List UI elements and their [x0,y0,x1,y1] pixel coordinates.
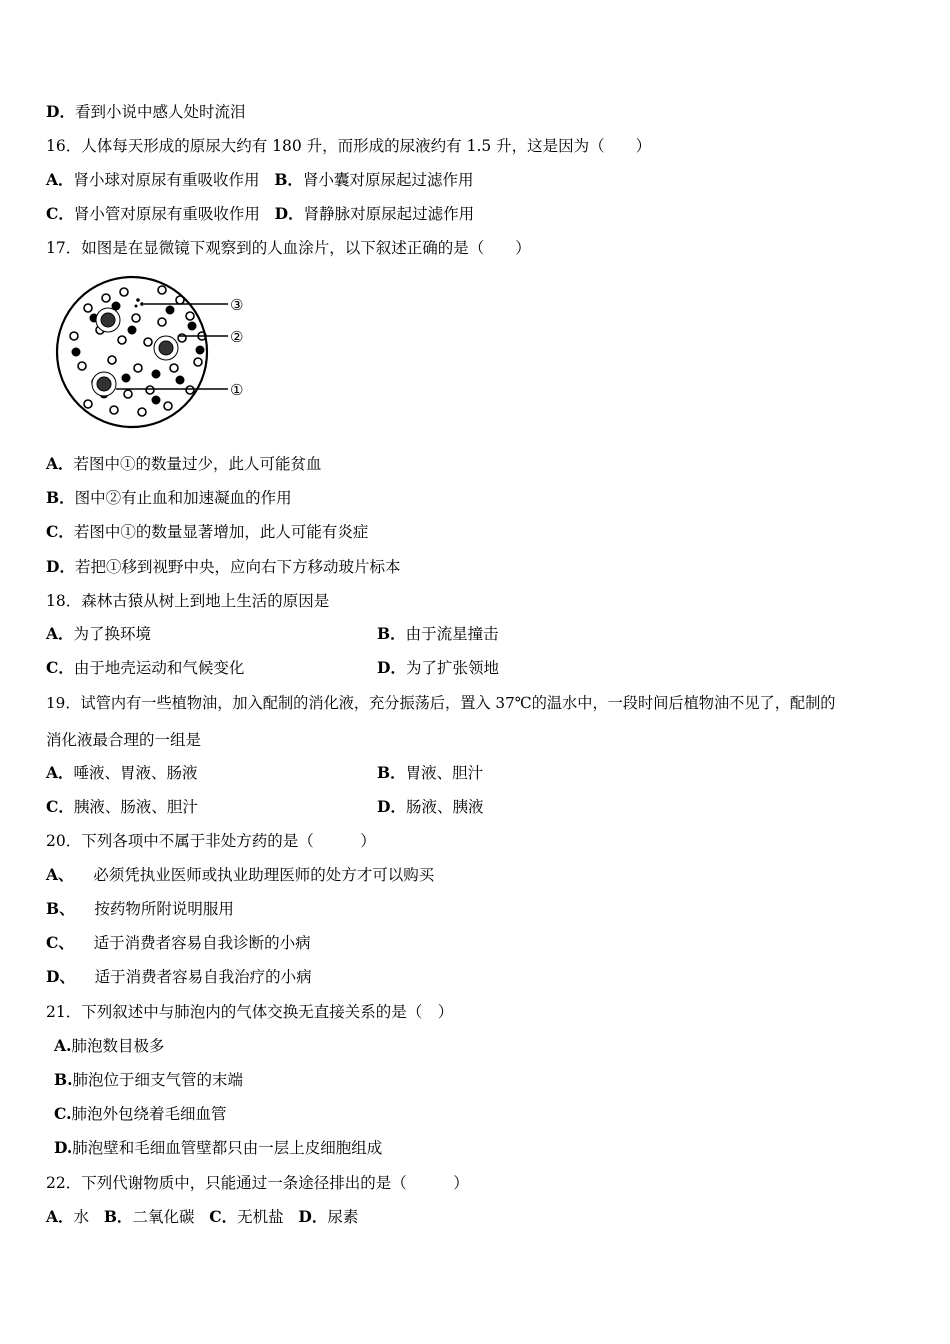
option-letter: D． [377,658,406,677]
option-text: 若图中①的数量显著增加，此人可能有炎症 [73,523,369,541]
option-text: 肠液、胰液 [405,798,484,816]
option-text: 唾液、胃液、肠液 [73,764,198,782]
option-text: 肾静脉对原尿起过滤作用 [303,205,475,223]
option-text: 必须凭执业医师或执业助理医师的处方才可以购买 [93,866,435,884]
q19-stem-line1: 19．试管内有一些植物油，加入配制的消化液，充分振荡后，置入 37℃的温水中，一段时间后植物油不见了，配制的 [46,694,836,712]
option-letter: C． [46,522,74,541]
option-text: 水 [73,1208,90,1226]
option-letter: B． [377,763,406,782]
option-letter: D、 [46,967,75,986]
q21-option-b [54,1070,243,1090]
option-text: 适于消费者容易自我诊断的小病 [93,934,311,952]
option-text: 肺泡壁和毛细血管壁都只由一层上皮细胞组成 [72,1139,383,1157]
blood-smear-figure [52,270,262,435]
option-text: 看到小说中感人处时流泪 [74,103,246,121]
q16-stem: 16．人体每天形成的原尿大约有 180 升，而形成的尿液约有 1.5 升，这是因为（ ） [46,137,652,155]
option-text: 由于地壳运动和气候变化 [73,659,245,677]
option-text: 按药物所附说明服用 [94,900,234,918]
option-text: 为了换环境 [73,625,152,643]
option-letter: A． [46,454,74,473]
q19-options-ab [46,763,646,783]
option-letter: B． [274,170,303,189]
option-text: 肺泡数目极多 [71,1037,165,1055]
option-letter: D. [54,1138,73,1157]
q17-option-d [46,557,400,577]
option-text: 肾小囊对原尿起过滤作用 [302,171,474,189]
option-letter: B． [377,624,406,643]
q19-options-cd [46,797,646,817]
option-text: 无机盐 [237,1208,284,1226]
option-letter: D． [377,797,406,816]
option-letter: A． [46,763,74,782]
q18-options-ab [46,624,646,644]
option-letter: C． [46,658,74,677]
q15-option-d [46,102,245,122]
option-text: 为了扩张领地 [405,659,499,677]
option-text: 肾小管对原尿有重吸收作用 [73,205,260,223]
q20-option-c [46,933,311,953]
option-letter: C、 [46,933,74,952]
option-text: 由于流星撞击 [405,625,499,643]
q18-options-cd [46,658,646,678]
option-text: 若图中①的数量过少，此人可能贫血 [73,455,322,473]
option-letter: A. [54,1036,72,1055]
option-letter: A、 [46,865,74,884]
option-letter: C． [46,204,74,223]
q21-stem: 21．下列叙述中与肺泡内的气体交换无直接关系的是（ ） [46,1003,454,1021]
option-letter: B． [46,488,75,507]
option-letter: D． [46,102,75,121]
figure-label-1: ① [230,381,244,399]
option-text: 尿素 [327,1208,359,1226]
option-letter: C． [46,797,74,816]
q21-option-c [54,1104,226,1124]
option-letter: A． [46,624,74,643]
option-text: 胃液、胆汁 [405,764,484,782]
figure-label-3: ③ [230,296,244,314]
q16-options-ab [46,170,473,190]
option-text: 胰液、肠液、胆汁 [73,798,198,816]
option-text: 图中②有止血和加速凝血的作用 [74,489,292,507]
option-letter: D． [274,204,304,223]
q22-stem: 22．下列代谢物质中，只能通过一条途径排出的是（ ） [46,1174,469,1192]
blood-smear-illustration [52,270,262,435]
option-letter: B. [54,1070,73,1089]
option-letter: D． [46,557,75,576]
q20-stem: 20．下列各项中不属于非处方药的是（ ） [46,832,376,850]
option-text: 适于消费者容易自我治疗的小病 [94,968,312,986]
option-letter: A． [46,170,74,189]
q20-option-b [46,899,234,919]
option-letter: A． [46,1207,74,1226]
q17-option-b [46,488,292,508]
q22-options [46,1207,358,1227]
figure-label-2: ② [230,328,244,346]
option-text: 肺泡外包绕着毛细血管 [71,1105,227,1123]
q20-option-d [46,967,312,987]
q19-stem-line2: 消化液最合理的一组是 [46,731,202,749]
q17-option-c [46,522,368,542]
option-letter: C. [54,1104,72,1123]
option-text: 肾小球对原尿有重吸收作用 [73,171,260,189]
option-letter: B． [103,1207,133,1226]
option-text: 二氧化碳 [132,1208,195,1226]
q17-stem: 17．如图是在显微镜下观察到的人血涂片，以下叙述正确的是（ ） [46,239,531,257]
q16-options-cd [46,204,474,224]
option-letter: B、 [46,899,75,918]
q20-option-a [46,865,434,885]
q17-option-a [46,454,322,474]
option-letter: D． [298,1207,328,1226]
option-text: 肺泡位于细支气管的末端 [72,1071,244,1089]
q18-stem: 18．森林古猿从树上到地上生活的原因是 [46,592,330,610]
option-text: 若把①移到视野中央，应向右下方移动玻片标本 [74,558,401,576]
option-letter: C． [209,1207,238,1226]
q21-option-d [54,1138,382,1158]
q21-option-a [54,1036,164,1056]
